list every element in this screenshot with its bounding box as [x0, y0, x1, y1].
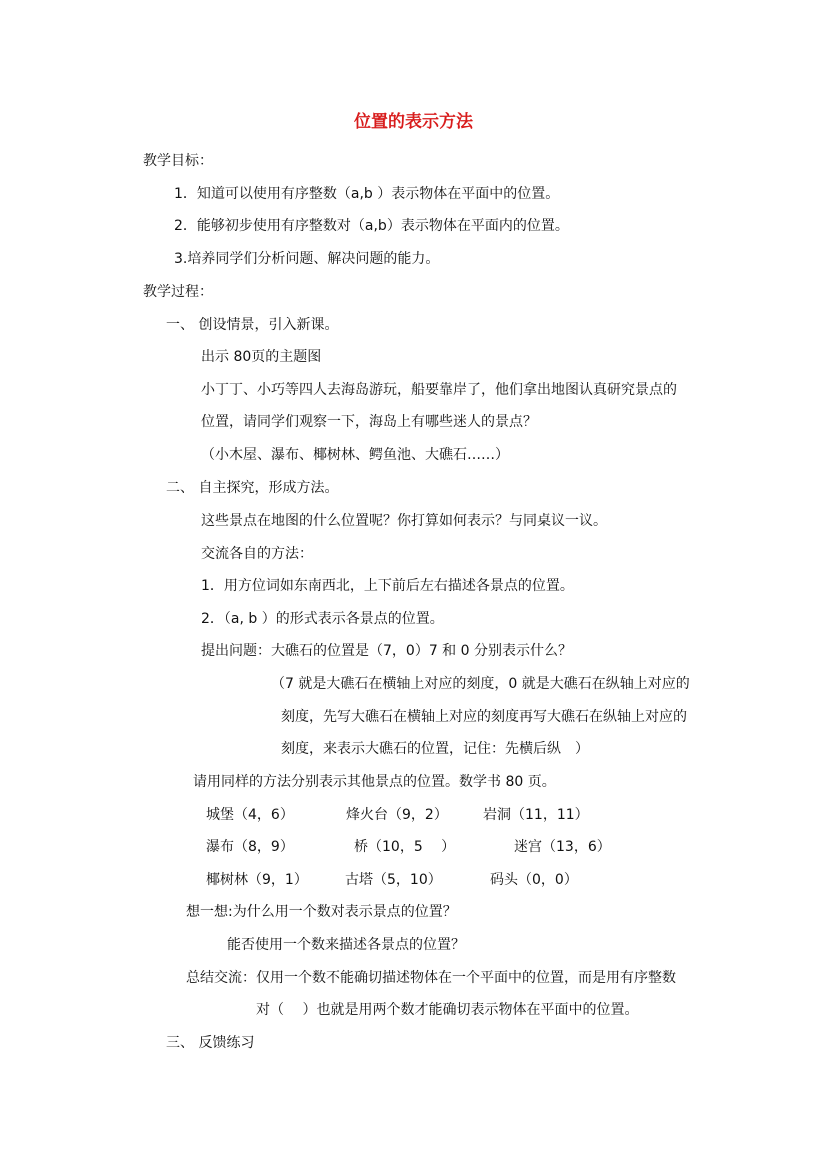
- place-item: 桥（10，5 ）: [354, 839, 456, 855]
- section-heading: 三、 反馈练习: [166, 1035, 255, 1051]
- place-item: 瀑布（8，9）: [206, 839, 294, 855]
- goal-item: 1．知道可以使用有序整数（a,b ）表示物体在平面中的位置。: [174, 186, 560, 202]
- section-heading: 二、 自主探究，形成方法。: [166, 480, 339, 496]
- answer-line: （7 就是大礁石在横轴上对应的刻度，0 就是大礁石在纵轴上对应的: [271, 676, 690, 692]
- place-item: 椰树林（9，1）: [206, 872, 308, 888]
- paragraph-line: 出示 80页的主题图: [201, 349, 322, 365]
- goals-heading: 教学目标：: [143, 153, 213, 169]
- paragraph-line: 这些景点在地图的什么位置呢？你打算如何表示？与同桌议一议。: [201, 513, 607, 529]
- place-item: 迷宫（13，6）: [514, 839, 611, 855]
- summary-line: 总结交流：仅用一个数不能确切描述物体在一个平面中的位置，而是用有序整数: [186, 970, 676, 986]
- summary-line: 对（ ）也就是用两个数才能确切表示物体在平面中的位置。: [256, 1002, 639, 1018]
- place-item: 城堡（4，6）: [206, 807, 294, 823]
- paragraph-line: 2．（a, b ）的形式表示各景点的位置。: [201, 611, 444, 627]
- page-title: 位置的表示方法: [354, 112, 473, 132]
- paragraph-line: （小木屋、瀑布、椰树林、鳄鱼池、大礁石……）: [201, 447, 509, 463]
- process-heading: 教学过程：: [143, 284, 213, 300]
- answer-line: 刻度，来表示大礁石的位置，记住：先横后纵 ）: [281, 741, 589, 757]
- goal-item: 2．能够初步使用有序整数对（a,b）表示物体在平面内的位置。: [174, 218, 569, 234]
- place-item: 烽火台（9，2）: [346, 807, 448, 823]
- paragraph-line: 位置，请同学们观察一下，海岛上有哪些迷人的景点？: [201, 414, 537, 430]
- paragraph-line: 1．用方位词如东南西北，上下前后左右描述各景点的位置。: [201, 578, 574, 594]
- place-item: 古塔（5，10）: [345, 872, 442, 888]
- section-heading: 一、 创设情景，引入新课。: [166, 317, 339, 333]
- paragraph-line: 交流各自的方法：: [201, 546, 313, 562]
- answer-line: 刻度，先写大礁石在横轴上对应的刻度再写大礁石在纵轴上对应的: [281, 709, 687, 725]
- place-item: 码头（0，0）: [490, 872, 578, 888]
- think-line: 能否使用一个数来描述各景点的位置？: [227, 937, 465, 953]
- prompt-line: 请用同样的方法分别表示其他景点的位置。数学书 80 页。: [193, 774, 556, 790]
- think-line: 想一想:为什么用一个数对表示景点的位置？: [186, 904, 457, 920]
- question-line: 提出问题：大礁石的位置是（7，0）7 和 0 分别表示什么？: [201, 643, 572, 659]
- goal-item: 3.培养同学们分析问题、解决问题的能力。: [174, 251, 440, 267]
- place-item: 岩洞（11，11）: [483, 807, 589, 823]
- paragraph-line: 小丁丁、小巧等四人去海岛游玩，船要靠岸了，他们拿出地图认真研究景点的: [201, 382, 677, 398]
